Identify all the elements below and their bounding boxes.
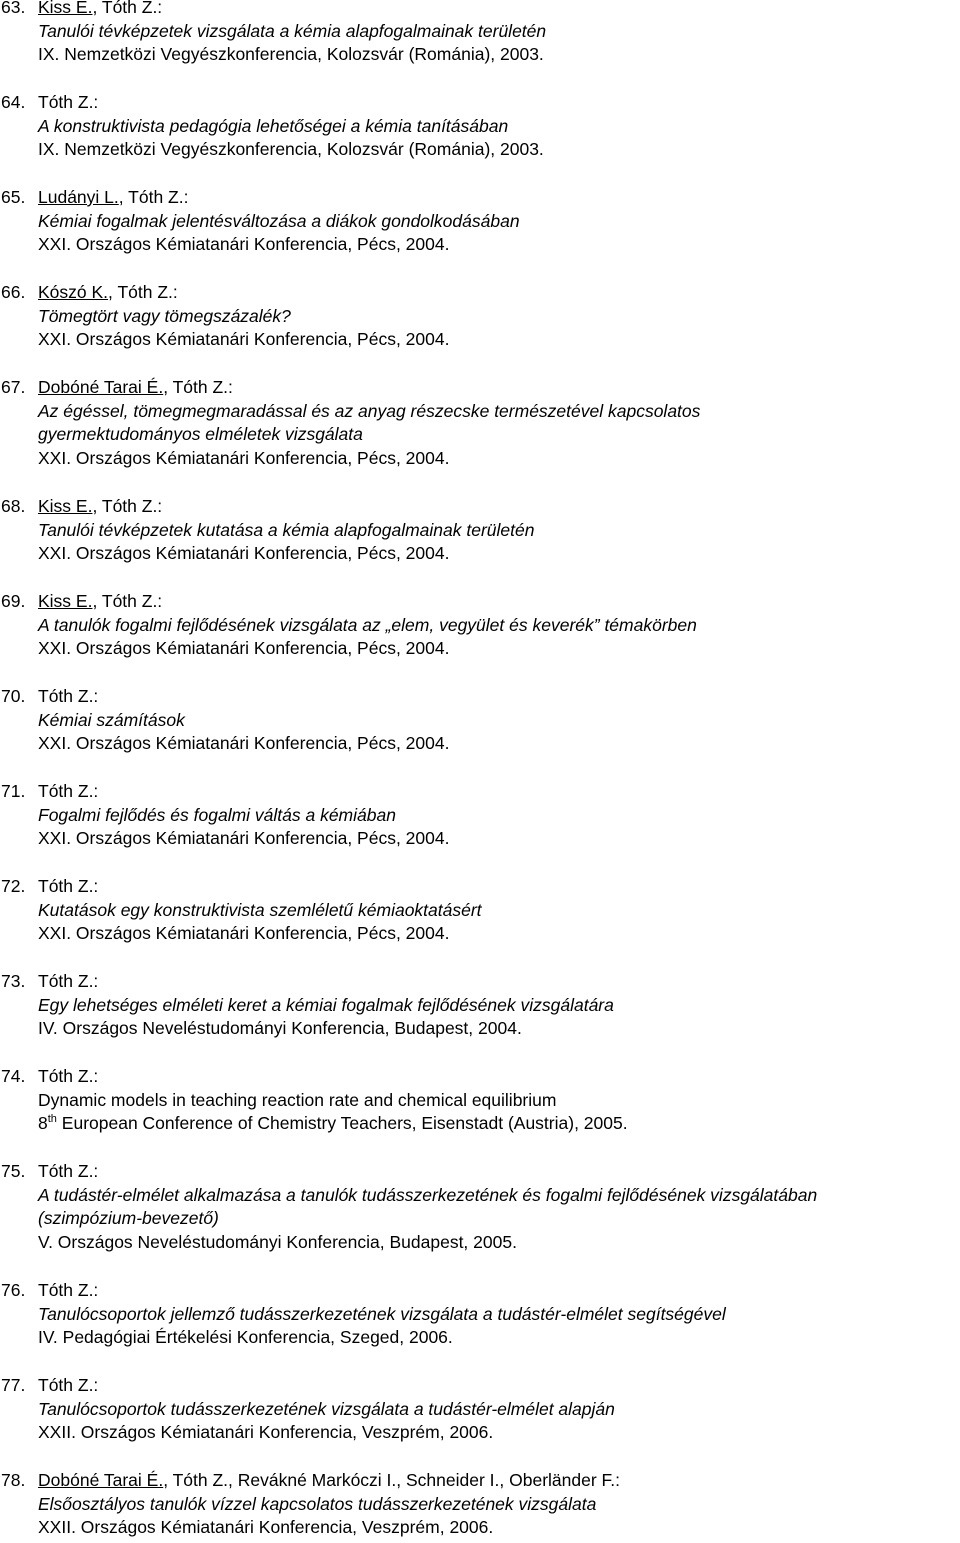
entry-venue (0, 447, 960, 471)
publication-entry (0, 495, 960, 566)
entry-venue (0, 732, 960, 756)
entry-header-line (0, 495, 960, 519)
entry-number: 67. (1, 377, 26, 397)
entry-venue (0, 1516, 960, 1540)
entry-authors (38, 281, 178, 305)
author-link[interactable]: Ludányi L. (38, 187, 119, 207)
author-text: Tóth Z.: (38, 1280, 99, 1300)
entry-number: 75. (1, 1161, 26, 1181)
entry-authors (38, 376, 233, 400)
entry-authors (38, 875, 98, 899)
entry-venue (0, 1231, 960, 1255)
author-text: , Tóth Z.: (92, 591, 163, 611)
venue-superscript: th (47, 1113, 57, 1126)
entry-title: Tanulói tévképzetek vizsgálata a kémia alapfogalmainak területén (38, 20, 547, 41)
author-text: , Tóth Z.: (92, 496, 163, 516)
publication-entry (0, 875, 960, 946)
entry-title: Egy lehetséges elméleti keret a kémiai fogalmak fejlődésének vizsgálatára (38, 994, 614, 1015)
entry-number: 76. (1, 1280, 26, 1300)
publication-entry (0, 376, 960, 470)
entry-title: Tanulócsoportok tudásszerkezetének vizsgálata a tudástér-elmélet alapján (38, 1398, 615, 1419)
entry-venue (0, 542, 960, 566)
entry-header-line (0, 1279, 960, 1303)
publication-entry (0, 685, 960, 756)
entry-authors (38, 495, 162, 519)
venue-text: XXI. Országos Kémiatanári Konferencia, Pécs, 2004. (38, 543, 450, 563)
venue-text: IV. Országos Neveléstudományi Konferencia, Budapest, 2004. (38, 1018, 522, 1038)
author-link[interactable]: Dobóné Tarai É. (38, 377, 164, 397)
entry-authors (38, 0, 162, 20)
entry-venue (0, 1017, 960, 1041)
venue-text: XXI. Országos Kémiatanári Konferencia, Pécs, 2004. (38, 447, 450, 468)
author-text: Tóth Z.: (38, 781, 99, 801)
entry-number: 74. (1, 1066, 26, 1086)
venue-text: XXI. Országos Kémiatanári Konferencia, Pécs, 2004. (38, 329, 450, 349)
publication-entry (0, 970, 960, 1041)
venue-text: IX. Nemzetközi Vegyészkonferencia, Kolozsvár (Románia), 2003. (38, 139, 544, 159)
entry-header-line (0, 875, 960, 899)
entry-title: Tömegtört vagy tömegszázalék? (38, 305, 291, 326)
entry-authors (38, 186, 188, 210)
entry-number: 71. (1, 781, 26, 801)
entry-number: 63. (1, 0, 26, 17)
entry-number: 68. (1, 496, 26, 516)
publication-entry (0, 1374, 960, 1445)
author-link[interactable]: Kószó K. (38, 282, 109, 302)
entry-number: 73. (1, 971, 26, 991)
entry-venue (0, 922, 960, 946)
venue-text: XXI. Országos Kémiatanári Konferencia, Pécs, 2004. (38, 923, 450, 943)
entry-authors (38, 1279, 98, 1303)
entry-header-line (0, 0, 960, 20)
entry-authors (38, 1374, 98, 1398)
entry-number: 69. (1, 591, 26, 611)
author-link[interactable]: Kiss E. (38, 0, 93, 17)
entry-number: 65. (1, 187, 26, 207)
entry-number: 70. (1, 686, 26, 706)
entry-header-line (0, 780, 960, 804)
publication-entry (0, 780, 960, 851)
entry-title: Elsőosztályos tanulók vízzel kapcsolatos tudásszerkezetének vizsgálata (38, 1493, 597, 1514)
entry-title: A tanulók fogalmi fejlődésének vizsgálata az „elem, vegyület és keverék” témakörben (38, 614, 697, 635)
entry-venue (0, 328, 960, 352)
entry-header-line (0, 281, 960, 305)
entry-title: Dynamic models in teaching reaction rate and chemical equilibrium (38, 1089, 557, 1110)
entry-venue (0, 43, 960, 67)
entry-venue (0, 1421, 960, 1445)
entry-venue (0, 827, 960, 851)
author-text: Tóth Z.: (38, 92, 99, 112)
venue-text: 8 (38, 1113, 48, 1133)
entry-authors (38, 685, 98, 709)
entry-title: Kutatások egy konstruktivista szemléletű kémiaoktatásért (38, 899, 482, 920)
entry-venue (0, 1326, 960, 1350)
publication-entry (0, 91, 960, 162)
entry-number: 64. (1, 92, 26, 112)
entry-authors (38, 1160, 98, 1184)
entry-title: Tanulói tévképzetek kutatása a kémia alapfogalmainak területén (38, 519, 535, 540)
venue-text: XXII. Országos Kémiatanári Konferencia, Veszprém, 2006. (38, 1517, 494, 1537)
author-text: Tóth Z.: (38, 1161, 99, 1181)
entry-title: (szimpózium-bevezető) (38, 1208, 219, 1228)
entry-title: gyermektudományos elméletek vizsgálata (38, 424, 363, 444)
entry-number: 72. (1, 876, 26, 896)
entry-header-line (0, 376, 960, 400)
author-text: , Tóth Z.: (108, 282, 178, 302)
entry-title: Fogalmi fejlődés és fogalmi váltás a kémiában (38, 804, 396, 825)
entry-header-line (0, 1469, 960, 1493)
entry-authors (38, 1469, 620, 1493)
author-link[interactable]: Kiss E. (38, 496, 93, 516)
author-text: Tóth Z.: (38, 971, 99, 991)
entry-header-line (0, 970, 960, 994)
entry-title: Az égéssel, tömegmegmaradással és az anyag részecske természetével kapcsolatos (38, 400, 701, 421)
entry-title: Kémiai fogalmak jelentésváltozása a diákok gondolkodásában (38, 210, 520, 231)
venue-text: XXI. Országos Kémiatanári Konferencia, Pécs, 2004. (38, 733, 450, 753)
author-text: , Tóth Z.: (118, 187, 189, 207)
entry-header-line (0, 1160, 960, 1184)
entry-authors (38, 1065, 98, 1089)
entry-venue (0, 138, 960, 162)
entry-number: 66. (1, 282, 26, 302)
entry-header-line (0, 91, 960, 115)
author-text: , Tóth Z., Revákné Markóczi I., Schneider I., Oberländer F.: (163, 1470, 620, 1490)
entry-authors (38, 590, 162, 614)
venue-text: XXI. Országos Kémiatanári Konferencia, Pécs, 2004. (38, 828, 450, 848)
entry-venue (0, 233, 960, 257)
venue-text: XXI. Országos Kémiatanári Konferencia, Pécs, 2004. (38, 638, 450, 658)
entry-title: Kémiai számítások (38, 709, 185, 730)
venue-text: IV. Pedagógiai Értékelési Konferencia, Szeged, 2006. (38, 1327, 453, 1347)
entry-title: A konstruktivista pedagógia lehetőségei a kémia tanításában (38, 115, 509, 136)
entry-venue (0, 637, 960, 661)
author-text: , Tóth Z.: (92, 0, 163, 17)
entry-number: 78. (1, 1470, 26, 1490)
entry-header-line (0, 685, 960, 709)
publication-entry (0, 0, 960, 67)
publication-entry (0, 1469, 960, 1540)
author-text: Tóth Z.: (38, 1375, 99, 1395)
publication-entry (0, 186, 960, 257)
entry-title: A tudástér-elmélet alkalmazása a tanulók tudásszerkezetének és fogalmi fejlődésének vizsgálatában (38, 1184, 818, 1205)
publication-entry (0, 590, 960, 661)
publication-entry (0, 1279, 960, 1350)
venue-text: IX. Nemzetközi Vegyészkonferencia, Kolozsvár (Románia), 2003. (38, 44, 544, 64)
author-text: Tóth Z.: (38, 1066, 99, 1086)
author-text: Tóth Z.: (38, 876, 99, 896)
venue-text: XXII. Országos Kémiatanári Konferencia, Veszprém, 2006. (38, 1422, 494, 1442)
entry-authors (38, 91, 98, 115)
entry-authors (38, 970, 98, 994)
entry-header-line (0, 186, 960, 210)
entry-header-line (0, 1374, 960, 1398)
venue-text: XXI. Országos Kémiatanári Konferencia, Pécs, 2004. (38, 234, 450, 254)
publication-entry (0, 281, 960, 352)
publication-entry (0, 1065, 960, 1136)
author-link[interactable]: Dobóné Tarai É. (38, 1470, 164, 1490)
author-link[interactable]: Kiss E. (38, 591, 93, 611)
venue-text: V. Országos Neveléstudományi Konferencia, Budapest, 2005. (38, 1231, 517, 1252)
author-text: , Tóth Z.: (163, 377, 233, 397)
entry-header-line (0, 1065, 960, 1089)
entry-venue (0, 1112, 960, 1136)
entry-authors (38, 780, 98, 804)
entry-number: 77. (1, 1375, 26, 1395)
venue-text-rest: European Conference of Chemistry Teachers, Eisenstadt (Austria), 2005. (56, 1113, 628, 1133)
publication-entry (0, 1160, 960, 1254)
author-text: Tóth Z.: (38, 686, 99, 706)
entry-header-line (0, 590, 960, 614)
entry-title: Tanulócsoportok jellemző tudásszerkezetének vizsgálata a tudástér-elmélet segítségével (38, 1303, 726, 1324)
